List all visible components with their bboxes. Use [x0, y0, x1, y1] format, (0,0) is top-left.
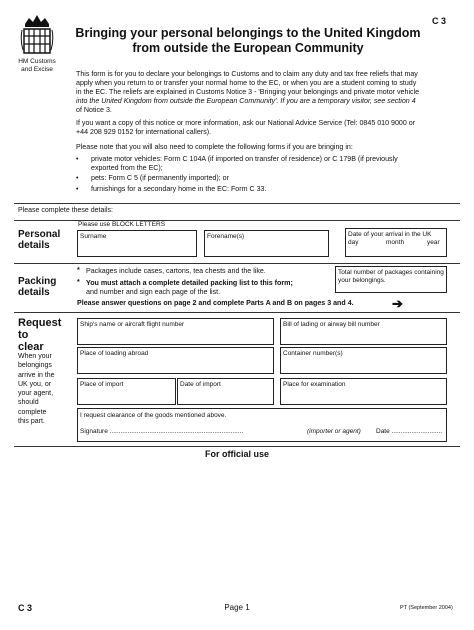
bill-of-lading-field[interactable] [280, 318, 447, 345]
org-name-line2: and Excise [21, 65, 53, 73]
place-of-loading-label: Place of loading abroad [80, 350, 149, 357]
surname-field[interactable] [77, 230, 197, 257]
arrow-right-icon: ➔ [392, 296, 403, 311]
heading-line: Packing [18, 276, 57, 287]
crown-portcullis-icon [20, 12, 54, 56]
form-code-top: C 3 [432, 16, 447, 26]
request-to-clear-heading [18, 317, 61, 353]
bullet-pets: pets: Form C 5 (if permanently imported); or [91, 174, 229, 182]
page-title [70, 26, 426, 56]
bullet-vehicles [91, 155, 398, 173]
note-line: your agent, [18, 390, 54, 398]
personal-details-heading [18, 229, 60, 251]
official-use-heading: For official use [204, 449, 269, 459]
intro-line: of Notice 3. [76, 106, 112, 114]
asterisk: * [77, 278, 80, 286]
importer-or-agent-label: (importer or agent) [307, 428, 361, 435]
bullet-furnishings: furnishings for a secondary home in the EC: Form C 33. [91, 185, 267, 193]
note-line: When your [18, 353, 52, 360]
note-line: UK you, or [18, 380, 52, 388]
container-number-label: Container number(s) [283, 350, 343, 357]
heading-line: Personal [18, 229, 61, 240]
intro-paragraph-1 [76, 70, 419, 115]
place-for-examination-label: Place for examination [283, 381, 346, 388]
note-line: belongings [18, 362, 52, 370]
heading-line: details [18, 240, 50, 251]
clearance-statement: I request clearance of the goods mentioned above. [80, 412, 227, 419]
heading-line: details [18, 287, 50, 298]
bullet-dot: • [76, 185, 79, 193]
date-of-import-field[interactable] [177, 378, 274, 405]
bullet-dot: • [76, 155, 79, 163]
place-of-import-label: Place of import [80, 381, 124, 388]
bullet-line: exported from the EC); [91, 164, 163, 172]
packing-details-heading [18, 276, 56, 298]
forenames-field[interactable] [204, 230, 329, 257]
arrival-date-field[interactable] [345, 228, 447, 257]
complete-details-label: Please complete these details: [18, 207, 113, 214]
arrival-date-label: Date of your arrival in the UK [348, 231, 432, 238]
hmce-logo [14, 12, 60, 82]
ship-name-label: Ship's name or aircraft flight number [80, 321, 185, 328]
intro-line: If you want a copy of this notice or more information, ask our National Advice Service (Tel: 0845 010 9000 or [76, 119, 416, 127]
form-version: PT (September 2004) [400, 605, 453, 611]
note-line: arrive in the [18, 371, 55, 379]
divider [14, 312, 460, 313]
form-code-bottom: C 3 [18, 603, 33, 613]
intro-line: in the EC. The reliefs are explained in Customs Notice 3 - 'Bringing your belongings and private motor vehicle [76, 88, 420, 96]
heading-line: to [18, 329, 29, 341]
note-line: should [18, 399, 39, 407]
note-line: and number and sign each page of the list. [86, 288, 221, 296]
total-packages-label [338, 269, 444, 285]
heading-line: clear [18, 341, 44, 353]
divider [14, 263, 460, 264]
bullet-dot: • [76, 174, 79, 182]
asterisk: * [77, 266, 80, 274]
note-line: this part. [18, 418, 45, 426]
ship-name-field[interactable] [77, 318, 274, 345]
clearance-declaration-box [77, 408, 447, 442]
org-name-line1: HM Customs [18, 58, 56, 65]
surname-label: Surname [80, 233, 107, 240]
total-packages-field[interactable] [335, 266, 447, 293]
title-line1: Bringing your personal belongings to the United Kingdom [75, 26, 421, 40]
title-line2: from outside the European Community [132, 41, 364, 55]
date-line[interactable]: Date ............................ [376, 428, 443, 435]
year-label: year [427, 239, 440, 246]
page-number: Page 1 [224, 603, 250, 612]
intro-line: This form is for you to declare your belongings to Customs and to claim any duty and tax free reliefs that may [76, 70, 418, 78]
intro-line: +44 208 929 0152 for international callers). [76, 128, 212, 136]
container-number-field[interactable] [280, 347, 447, 374]
date-of-import-label: Date of import [180, 381, 221, 388]
place-of-loading-field[interactable] [77, 347, 274, 374]
month-label: month [386, 239, 405, 246]
block-letters-note: Please use BLOCK LETTERS [78, 221, 166, 228]
note-line: You must attach a complete detailed packing list to this form; [86, 279, 293, 287]
intro-paragraph-2 [76, 119, 415, 137]
packages-note: Packages include cases, cartons, tea chests and the like. [86, 267, 266, 275]
total-line: Total number of packages containing [338, 269, 444, 276]
bullet-line: private motor vehicles: Form C 104A (if imported on transfer of residence) or C 179B (if previously [91, 155, 398, 163]
request-side-note [18, 352, 55, 426]
answer-questions-note: Please answer questions on page 2 and complete Parts A and B on pages 3 and 4. [77, 299, 354, 307]
place-of-import-field[interactable] [77, 378, 176, 405]
heading-line: Request [18, 317, 62, 329]
intro-line: into the United Kingdom from outside the European Community'. If you are a temporary visitor, see section 4 [76, 97, 416, 105]
signature-line[interactable]: Signature .......................................................................... [80, 428, 244, 435]
divider [14, 203, 460, 204]
packing-list-note [86, 279, 293, 297]
total-line: your belongings. [338, 277, 386, 284]
forenames-label: Forename(s) [207, 233, 245, 240]
intro-line: apply when you return to or transfer your normal home to the EC, or when you are a student coming to study [76, 79, 417, 87]
note-line: complete [18, 408, 47, 416]
bill-of-lading-label: Bill of lading or airway bill number [283, 321, 380, 328]
divider [14, 446, 460, 447]
intro-paragraph-3: Please note that you will also need to complete the following forms if you are bringing in: [76, 143, 353, 151]
day-label: day [348, 239, 359, 246]
place-for-examination-field[interactable] [280, 378, 447, 405]
